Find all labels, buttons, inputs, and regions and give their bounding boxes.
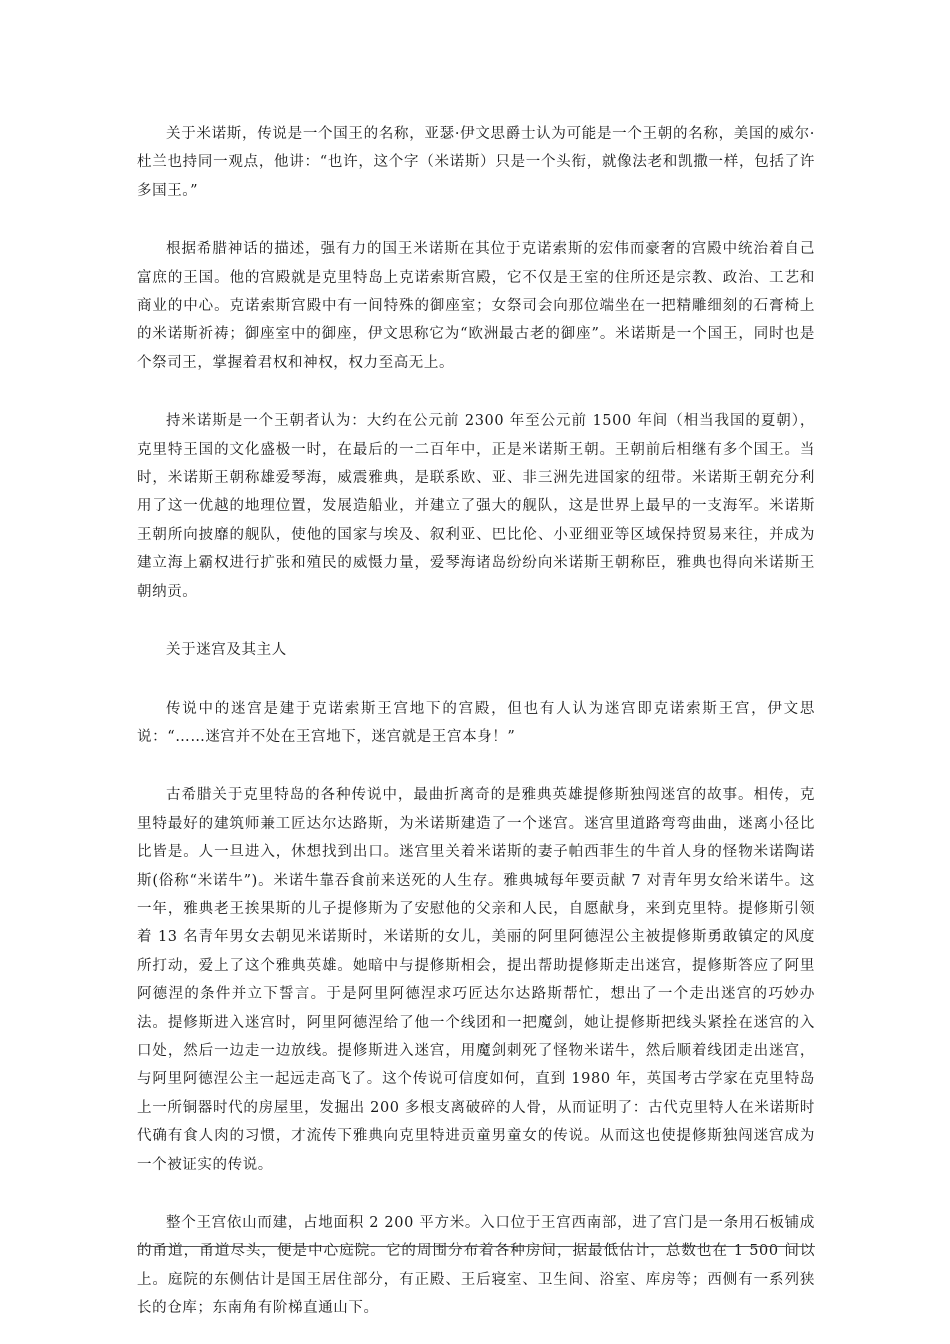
paragraph-theseus-legend: 古希腊关于克里特岛的各种传说中，最曲折离奇的是雅典英雄提修斯独闯迷宫的故事。相传，克里特最好的建筑师兼工匠达尔达路斯，为米诺斯建造了一个迷宫。迷宫里道路弯弯曲曲，迷离小径比比皆是。人一旦进入，休想找到出口。迷宫里关着米诺斯的妻子帕西菲生的牛首人身的怪物米诺陶诺斯(俗称“米诺牛”)。米诺牛靠吞食前来送死的人生存。雅典城每年要贡献 7 对青年男女给米诺牛。这一年，雅典老王挨果斯的儿子提修斯为了安慰他的父亲和人民，自愿献身，来到克里特。提修斯引领着 13 名青年男女去朝见米诺斯时，米诺斯的女儿，美丽的阿里阿德涅公主被提修斯勇敢镇定的风度所打动，爱上了这个雅典英雄。她暗中与提修斯相会，提出帮助提修斯走出迷宫，提修斯答应了阿里阿德涅的条件并立下誓言。于是阿里阿德涅求巧匠达尔达路斯帮忙，想出了一个走出迷宫的巧妙办法。提修斯进入迷宫时，阿里阿德涅给了他一个线团和一把魔剑，她让提修斯把线头紧拴在迷宫的入口处，然后一边走一边放线。提修斯进入迷宫，用魔剑刺死了怪物米诺牛，然后顺着线团走出迷宫，与阿里阿德涅公主一起远走高飞了。这个传说可信度如何，直到 1980 年，英国考古学家在克里特岛上一所铜器时代的房屋里，发掘出 200 多根支离破碎的人骨，从而证明了：古代克里特人在米诺斯时代确有食人肉的习惯，才流传下雅典向克里特进贡童男童女的传说。从而这也使提修斯独闯迷宫成为一个被证实的传说。	[137, 787, 815, 1173]
footer-divider	[137, 1246, 815, 1247]
paragraph-gap	[137, 205, 815, 235]
document-body	[137, 120, 815, 1323]
paragraph-gap	[137, 377, 815, 407]
paragraph-labyrinth-location: 传说中的迷宫是建于克诺索斯王宫地下的宫殿，但也有人认为迷宫即克诺索斯王宫，伊文思说：“……迷宫并不处在王宫地下，迷宫就是王宫本身！”	[137, 700, 815, 745]
paragraph-minos-name: 关于米诺斯，传说是一个国王的名称，亚瑟·伊文思爵士认为可能是一个王朝的名称，美国的威尔·杜兰也持同一观点，他讲：“也许，这个字（米诺斯）只是一个头衔，就像法老和凯撒一样，包括了许多国王。”	[137, 126, 815, 199]
paragraph-gap	[137, 606, 815, 636]
section-heading-labyrinth: 关于迷宫及其主人	[166, 642, 287, 659]
paragraph-palace-layout: 整个王宫依山而建，占地面积 2 200 平方米。入口位于王宫西南部，进了宫门是一条用石板铺成的甬道，甬道尽头，便是中心庭院。它的周围分布着各种房间，据最低估计，总数也在 1 500 间以上。庭院的东侧估计是国王居住部分，有正殿、王后寝室、卫生间、浴室、库房等；西侧有一系列狭长的仓库；东南角有阶梯直通山下。	[137, 1215, 815, 1317]
paragraph-gap	[137, 665, 815, 695]
paragraph-minos-palace: 根据希腊神话的描述，强有力的国王米诺斯在其位于克诺索斯的宏伟而豪奢的宫殿中统治着自己富庶的王国。他的宫殿就是克里特岛上克诺索斯宫殿，它不仅是王室的住所还是宗教、政治、工艺和商业的中心。克诺索斯宫殿中有一间特殊的御座室；女祭司会向那位端坐在一把精雕细刻的石膏椅上的米诺斯祈祷；御座室中的御座，伊文思称它为“欧洲最古老的御座”。米诺斯是一个国王，同时也是个祭司王，掌握着君权和神权，权力至高无上。	[137, 241, 815, 371]
paragraph-minos-dynasty: 持米诺斯是一个王朝者认为：大约在公元前 2300 年至公元前 1500 年间（相当我国的夏朝），克里特王国的文化盛极一时，在最后的一二百年中，正是米诺斯王朝。王朝前后相继有多个国王。当时，米诺斯王朝称雄爱琴海，威震雅典，是联系欧、亚、非三洲先进国家的纽带。米诺斯王朝充分利用了这一优越的地理位置，发展造船业，并建立了强大的舰队，这是世界上最早的一支海军。米诺斯王朝所向披靡的舰队，使他的国家与埃及、叙利亚、巴比伦、小亚细亚等区域保持贸易来往，并成为建立海上霸权进行扩张和殖民的威慑力量，爱琴海诸岛纷纷向米诺斯王朝称臣，雅典也得向米诺斯王朝纳贡。	[137, 413, 815, 600]
paragraph-gap	[137, 751, 815, 781]
paragraph-gap	[137, 1179, 815, 1209]
